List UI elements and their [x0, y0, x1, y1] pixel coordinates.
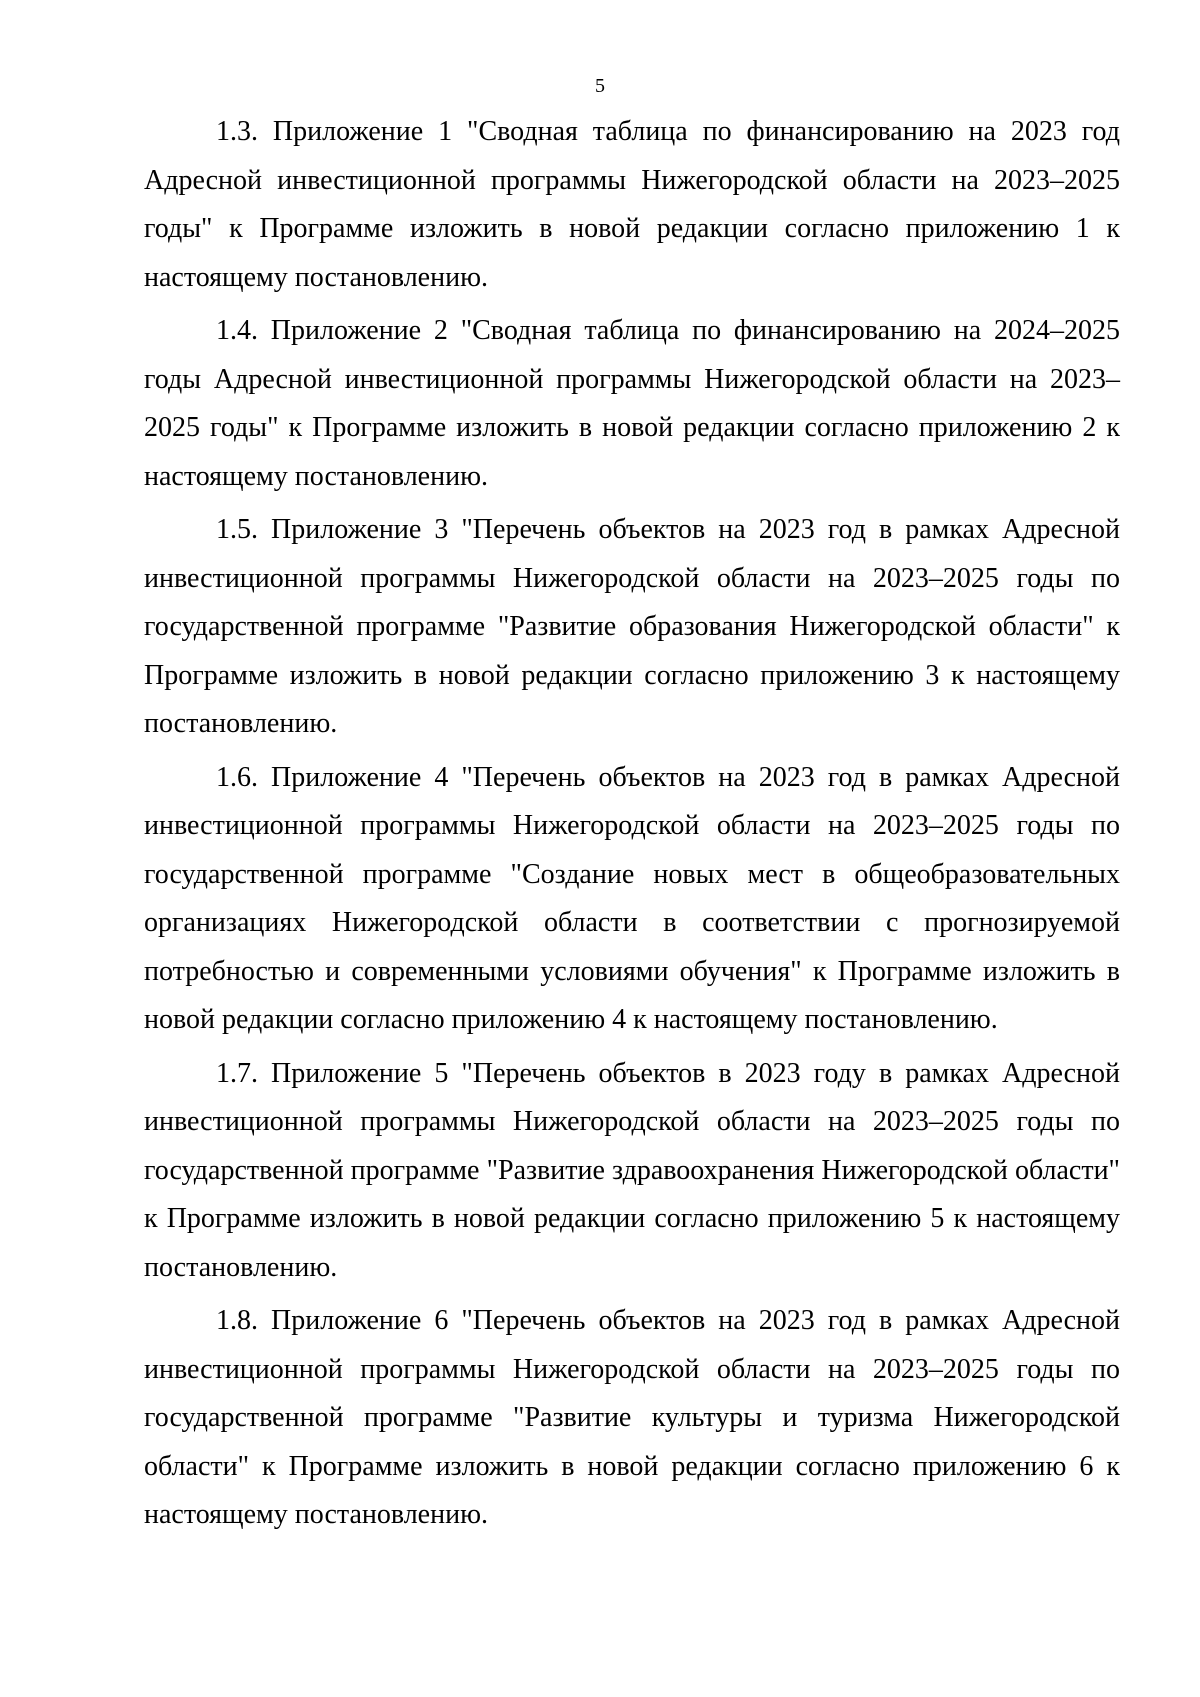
paragraph-1-3: 1.3. Приложение 1 "Сводная таблица по финансированию на 2023 год Адресной инвестиционной программы Нижегородской области на 2023–2025 годы" к Программе изложить в новой редакции согласно приложению 1 к настоящему постановлению.: [144, 116, 1120, 293]
paragraph-1-6: 1.6. Приложение 4 "Перечень объектов на 2023 год в рамках Адресной инвестиционной программы Нижегородской области на 2023–2025 годы по государственной программе "Создание новых мест в общеобразовательных организациях Нижегородской области в соответствии с прогнозируемой потребностью и современными условиями обучения" к Программе изложить в новой редакции согласно приложению 4 к настоящему постановлению.: [144, 761, 1120, 1035]
page-number: 5: [595, 75, 605, 97]
paragraph-1-8: 1.8. Приложение 6 "Перечень объектов на 2023 год в рамках Адресной инвестиционной программы Нижегородской области на 2023–2025 годы по государственной программе "Развитие культуры и туризма Нижегородской области" к Программе изложить в новой редакции согласно приложению 6 к настоящему постановлению.: [144, 1305, 1120, 1530]
paragraph-1-5: 1.5. Приложение 3 "Перечень объектов на 2023 год в рамках Адресной инвестиционной программы Нижегородской области на 2023–2025 годы по государственной программе "Развитие образования Нижегородской области" к Программе изложить в новой редакции согласно приложению 3 к настоящему постановлению.: [144, 514, 1120, 739]
paragraph-1-7: 1.7. Приложение 5 "Перечень объектов в 2023 году в рамках Адресной инвестиционной программы Нижегородской области на 2023–2025 годы по государственной программе "Развитие здравоохранения Нижегородской области" к Программе изложить в новой редакции согласно приложению 5 к настоящему постановлению.: [144, 1057, 1120, 1283]
document-body: [144, 108, 1120, 1545]
paragraph-1-4: 1.4. Приложение 2 "Сводная таблица по финансированию на 2024–2025 годы Адресной инвестиционной программы Нижегородской области на 2023–2025 годы" к Программе изложить в новой редакции согласно приложению 2 к настоящему постановлению.: [144, 315, 1120, 492]
